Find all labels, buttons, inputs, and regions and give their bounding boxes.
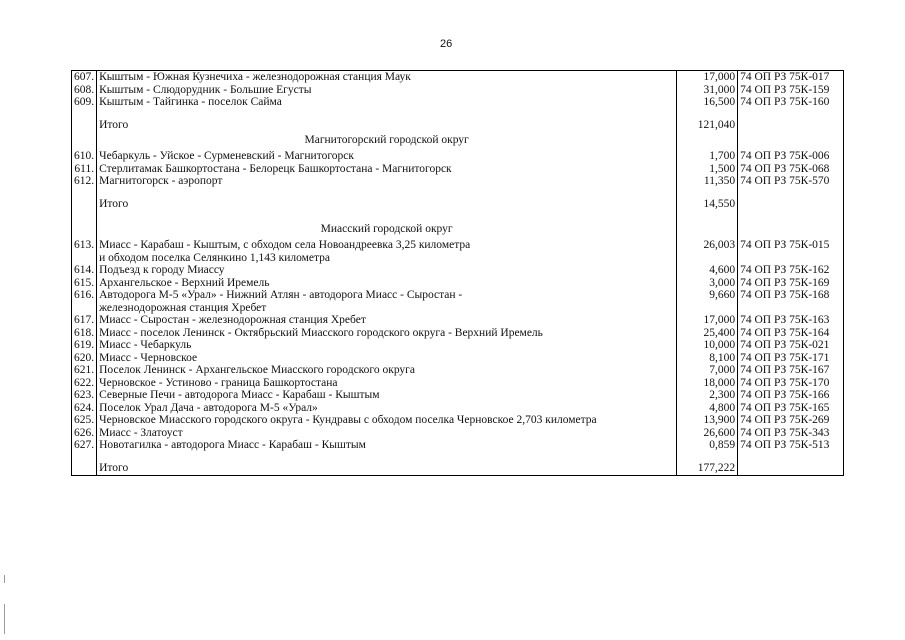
table-row bbox=[72, 150, 844, 163]
road-name bbox=[97, 150, 677, 163]
spacer-row bbox=[72, 188, 844, 198]
table-row bbox=[72, 364, 844, 377]
total-row bbox=[72, 198, 844, 211]
table-row bbox=[72, 239, 844, 264]
table-row bbox=[72, 327, 844, 340]
road-id: 74 ОП РЗ 75К-160 bbox=[738, 96, 844, 109]
road-name bbox=[97, 188, 677, 198]
road-id bbox=[738, 109, 844, 119]
row-number: 612. bbox=[72, 175, 97, 188]
road-id: 74 ОП РЗ 75К-343 bbox=[738, 427, 844, 440]
road-id: 74 ОП РЗ 75К-159 bbox=[738, 84, 844, 97]
spacer-row bbox=[72, 452, 844, 462]
road-id: 74 ОП РЗ 75К-021 bbox=[738, 339, 844, 352]
table-row bbox=[72, 414, 844, 427]
table-body bbox=[72, 71, 844, 476]
road-id: 74 ОП РЗ 75К-015 bbox=[738, 239, 844, 264]
row-number: 621. bbox=[72, 364, 97, 377]
row-number: 615. bbox=[72, 277, 97, 290]
road-length: 16,500 bbox=[677, 96, 738, 109]
road-length: 2,300 bbox=[677, 389, 738, 402]
margin-mark bbox=[4, 604, 5, 634]
road-id bbox=[738, 188, 844, 198]
road-name-line: Кыштым - Слюдорудник - Большие Егусты bbox=[99, 83, 312, 96]
road-name-line: Миасс - Сыростан - железнодорожная станция Хребет bbox=[99, 314, 366, 326]
row-number: 627. bbox=[72, 439, 97, 452]
road-length bbox=[677, 221, 738, 240]
road-id: 74 ОП РЗ 75К-170 bbox=[738, 377, 844, 390]
road-name-line: Стерлитамак Башкортостана - Белорецк Башкортостана - Магнитогорск bbox=[99, 162, 452, 175]
road-name bbox=[97, 352, 677, 365]
road-length bbox=[677, 211, 738, 221]
road-name bbox=[97, 377, 677, 390]
road-length bbox=[677, 452, 738, 462]
road-name bbox=[97, 289, 677, 314]
row-number bbox=[72, 109, 97, 119]
road-length: 26,600 bbox=[677, 427, 738, 440]
road-name-line: Кыштым - Южная Кузнечиха - железнодорожная станция Маук bbox=[99, 71, 411, 83]
road-length: 9,660 bbox=[677, 289, 738, 314]
road-length bbox=[677, 188, 738, 198]
road-name-line: Новотагилка - автодорога Миасс - Карабаш - Кыштым bbox=[99, 439, 366, 451]
table-row bbox=[72, 277, 844, 290]
total-length: 121,040 bbox=[677, 119, 738, 132]
table-row bbox=[72, 264, 844, 277]
road-id bbox=[738, 211, 844, 221]
total-label: Итого bbox=[97, 119, 677, 132]
row-number bbox=[72, 188, 97, 198]
road-id: 74 ОП РЗ 75К-006 bbox=[738, 150, 844, 163]
road-name bbox=[97, 327, 677, 340]
road-name-line: Поселок Ленинск - Архангельское Миасского городского округа bbox=[99, 364, 415, 376]
table-row bbox=[72, 71, 844, 84]
road-length: 8,100 bbox=[677, 352, 738, 365]
row-number: 623. bbox=[72, 389, 97, 402]
table-row bbox=[72, 389, 844, 402]
table-row bbox=[72, 427, 844, 440]
road-id bbox=[738, 221, 844, 240]
road-name-line: Поселок Урал Дача - автодорога М-5 «Урал» bbox=[99, 401, 318, 414]
section-header: Миасский городской округ bbox=[97, 221, 677, 240]
section-header-row bbox=[72, 132, 844, 151]
table-row bbox=[72, 402, 844, 415]
road-id: 74 ОП РЗ 75К-017 bbox=[738, 71, 844, 84]
road-name bbox=[97, 427, 677, 440]
table-row bbox=[72, 163, 844, 176]
road-name-line: Черновское Миасского городского округа - Кундравы с обходом поселка Черновское 2,703 километра bbox=[99, 414, 597, 426]
road-name bbox=[97, 175, 677, 188]
page-number: 26 bbox=[440, 38, 453, 50]
road-name bbox=[97, 414, 677, 427]
road-length: 7,000 bbox=[677, 364, 738, 377]
row-number bbox=[72, 198, 97, 211]
roads-table bbox=[71, 70, 844, 476]
total-label: Итого bbox=[97, 198, 677, 211]
road-name bbox=[97, 339, 677, 352]
row-number: 613. bbox=[72, 239, 97, 264]
road-name-line: Подъезд к городу Миассу bbox=[99, 264, 225, 276]
row-number: 609. bbox=[72, 96, 97, 109]
row-number: 616. bbox=[72, 289, 97, 314]
row-number bbox=[72, 452, 97, 462]
road-length: 1,700 bbox=[677, 150, 738, 163]
road-id: 74 ОП РЗ 75К-166 bbox=[738, 389, 844, 402]
road-id bbox=[738, 132, 844, 151]
road-length: 4,800 bbox=[677, 402, 738, 415]
row-number: 626. bbox=[72, 427, 97, 440]
road-length bbox=[677, 109, 738, 119]
row-number: 620. bbox=[72, 352, 97, 365]
total-row bbox=[72, 119, 844, 132]
road-name bbox=[97, 402, 677, 415]
table-row bbox=[72, 439, 844, 452]
road-name bbox=[97, 264, 677, 277]
row-number: 624. bbox=[72, 402, 97, 415]
road-length: 31,000 bbox=[677, 84, 738, 97]
road-name bbox=[97, 109, 677, 119]
road-name bbox=[97, 389, 677, 402]
road-name-line: Миасс - Златоуст bbox=[99, 426, 183, 439]
road-length: 11,350 bbox=[677, 175, 738, 188]
road-id: 74 ОП РЗ 75К-570 bbox=[738, 175, 844, 188]
road-name bbox=[97, 239, 677, 264]
road-length: 13,900 bbox=[677, 414, 738, 427]
table-row bbox=[72, 84, 844, 97]
table-row bbox=[72, 314, 844, 327]
road-name-line: железнодорожная станция Хребет bbox=[99, 301, 267, 314]
road-length: 0,859 bbox=[677, 439, 738, 452]
road-id: 74 ОП РЗ 75К-513 bbox=[738, 439, 844, 452]
road-name bbox=[97, 277, 677, 290]
road-id bbox=[738, 119, 844, 132]
road-name-line: и обходом поселка Селянкино 1,143 километра bbox=[99, 251, 331, 264]
road-length: 3,000 bbox=[677, 277, 738, 290]
road-id: 74 ОП РЗ 75К-162 bbox=[738, 264, 844, 277]
road-name-line: Миасс - Черновское bbox=[99, 351, 198, 364]
road-id: 74 ОП РЗ 75К-168 bbox=[738, 289, 844, 314]
road-name-line: Черновское - Устиново - граница Башкортостана bbox=[99, 376, 338, 389]
row-number: 607. bbox=[72, 71, 97, 84]
road-id bbox=[738, 452, 844, 462]
road-id bbox=[738, 462, 844, 476]
road-length bbox=[677, 132, 738, 151]
road-name bbox=[97, 364, 677, 377]
road-id: 74 ОП РЗ 75К-163 bbox=[738, 314, 844, 327]
road-length: 25,400 bbox=[677, 327, 738, 340]
road-id bbox=[738, 198, 844, 211]
road-name-line: Северные Печи - автодорога Миасс - Карабаш - Кыштым bbox=[99, 389, 380, 401]
road-name-line: Чебаркуль - Уйское - Сурменевский - Магнитогорск bbox=[99, 150, 354, 162]
road-length: 1,500 bbox=[677, 163, 738, 176]
row-number bbox=[72, 132, 97, 151]
table-row bbox=[72, 289, 844, 314]
road-length: 18,000 bbox=[677, 377, 738, 390]
road-name-line: Миасс - Чебаркуль bbox=[99, 339, 192, 351]
row-number: 622. bbox=[72, 377, 97, 390]
road-length: 17,000 bbox=[677, 314, 738, 327]
road-name bbox=[97, 314, 677, 327]
row-number: 618. bbox=[72, 327, 97, 340]
spacer-row bbox=[72, 211, 844, 221]
road-name-line: Автодорога М-5 «Урал» - Нижний Атлян - автодорога Миасс - Сыростан - bbox=[99, 289, 463, 301]
row-number: 614. bbox=[72, 264, 97, 277]
road-id: 74 ОП РЗ 75К-165 bbox=[738, 402, 844, 415]
road-name bbox=[97, 163, 677, 176]
road-id: 74 ОП РЗ 75К-167 bbox=[738, 364, 844, 377]
section-header-row bbox=[72, 221, 844, 240]
road-id: 74 ОП РЗ 75К-171 bbox=[738, 352, 844, 365]
road-name bbox=[97, 211, 677, 221]
road-length: 26,003 bbox=[677, 239, 738, 264]
road-length: 17,000 bbox=[677, 71, 738, 84]
row-number: 610. bbox=[72, 150, 97, 163]
road-name bbox=[97, 439, 677, 452]
row-number: 619. bbox=[72, 339, 97, 352]
road-name-line: Магнитогорск - аэропорт bbox=[99, 175, 223, 187]
road-name-line: Архангельское - Верхний Иремель bbox=[99, 276, 270, 289]
total-length: 177,222 bbox=[677, 462, 738, 476]
table-row bbox=[72, 175, 844, 188]
table-row bbox=[72, 377, 844, 390]
row-number bbox=[72, 462, 97, 476]
table-row bbox=[72, 339, 844, 352]
total-label: Итого bbox=[97, 462, 677, 476]
total-row bbox=[72, 462, 844, 476]
row-number: 611. bbox=[72, 163, 97, 176]
road-name-line: Кыштым - Тайгинка - поселок Сайма bbox=[99, 96, 282, 108]
road-id: 74 ОП РЗ 75К-269 bbox=[738, 414, 844, 427]
row-number: 617. bbox=[72, 314, 97, 327]
table-row bbox=[72, 96, 844, 109]
road-name-line: Миасс - поселок Ленинск - Октябрьский Миасского городского округа - Верхний Иремель bbox=[99, 326, 543, 339]
road-name bbox=[97, 84, 677, 97]
total-length: 14,550 bbox=[677, 198, 738, 211]
margin-mark bbox=[4, 575, 5, 583]
spacer-row bbox=[72, 109, 844, 119]
road-length: 4,600 bbox=[677, 264, 738, 277]
road-id: 74 ОП РЗ 75К-164 bbox=[738, 327, 844, 340]
road-name bbox=[97, 71, 677, 84]
row-number bbox=[72, 119, 97, 132]
row-number bbox=[72, 211, 97, 221]
road-id: 74 ОП РЗ 75К-169 bbox=[738, 277, 844, 290]
road-name-line: Миасс - Карабаш - Кыштым, с обходом села Новоандреевка 3,25 километра bbox=[99, 239, 471, 251]
road-length: 10,000 bbox=[677, 339, 738, 352]
table-row bbox=[72, 352, 844, 365]
road-name bbox=[97, 452, 677, 462]
section-header: Магнитогорский городской округ bbox=[97, 132, 677, 151]
road-name bbox=[97, 96, 677, 109]
row-number: 608. bbox=[72, 84, 97, 97]
road-id: 74 ОП РЗ 75К-068 bbox=[738, 163, 844, 176]
row-number bbox=[72, 221, 97, 240]
row-number: 625. bbox=[72, 414, 97, 427]
